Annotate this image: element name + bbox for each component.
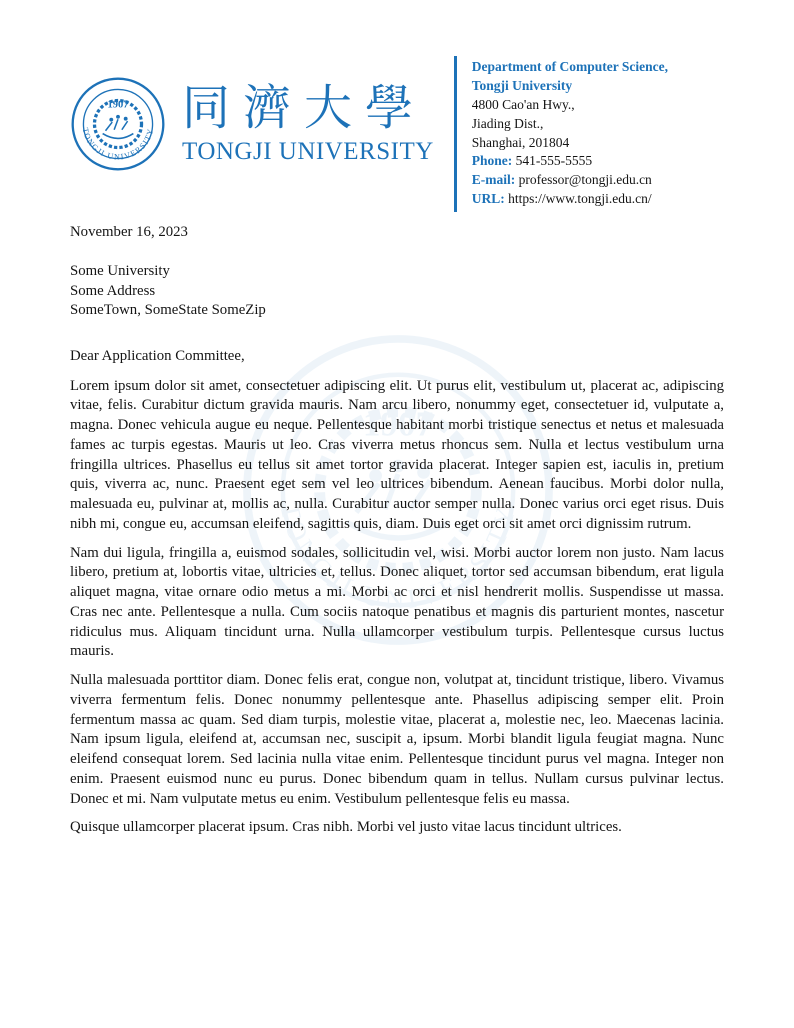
salutation: Dear Application Committee,: [70, 347, 245, 364]
contact-department: Department of Computer Science,: [471, 59, 668, 74]
letter-date: November 16, 2023: [70, 224, 188, 240]
body-paragraph: Lorem ipsum dolor sit amet, consectetuer adipiscing elit. Ut purus elit, vestibulum ut, placerat ac, adipiscing vitae, felis. Curabitur dictum gravida mauris. Nam arcu libero, nonummy eget, consectetuer id, vulputate a, magna. Donec vehicula augue eu neque. Pellentesque habitant morbi tristique senectus et netus et malesuada fames ac turpis egestas. Mauris ut leo. Cras viverra metus rhoncus sem. Nulla et lectus vestibulum urna fringilla ultrices. Phasellus eu tellus sit amet tortor gravida placerat. Integer sapien est, iaculis in, pretium quis, viverra ac, nunc. Praesent eget sem vel leo ultrices bibendum. Aenean faucibus. Morbi dolor nulla, malesuada eu, pulvinar at, mollis ac, nulla. Curabitur auctor semper nulla. Donec varius orci eget risus. Duis nibh mi, congue eu, accumsan eleifend, sagittis quis, diam. Duis eget orci sit amet orci dignissim rutrum.: [70, 377, 724, 532]
recipient-line: Some University: [70, 263, 170, 279]
body-paragraph: Quisque ullamcorper placerat ipsum. Cras nibh. Morbi vel justo vitae lacus tincidunt ultrices.: [70, 819, 622, 836]
phone-label: Phone:: [471, 153, 513, 169]
url-label: URL:: [471, 191, 505, 207]
university-name-block: [182, 79, 434, 167]
university-chinese-name: 同濟大學: [182, 79, 427, 136]
url-value: https://www.tongji.edu.cn/: [508, 191, 652, 207]
header-divider-line: [454, 56, 457, 212]
university-seal-logo: [70, 76, 166, 172]
recipient-line: Some Address: [70, 282, 156, 299]
recipient-line: SomeTown, SomeState SomeZip: [70, 302, 266, 319]
body-paragraph: Nam dui ligula, fringilla a, euismod sodales, sollicitudin vel, wisi. Morbi auctor lorem non justo. Nam lacus libero, pretium at, lobortis vitae, ultricies et, tellus. Donec aliquet, tortor sed accumsan bibendum, erat ligula aliquet magna, vitae ornare odio metus a mi. Morbi ac orci et nisl hendrerit mollis. Suspendisse ut massa. Cras nec ante. Pellentesque a nulla. Cum sociis natoque penatibus et magnis dis parturient montes, nascetur ridiculus mus. Aliquam tincidunt urna. Nulla ullamcorper vestibulum turpis. Pellentesque cursus luctus mauris.: [70, 544, 724, 660]
contact-address-line: Shanghai, 201804: [471, 134, 570, 150]
contact-institution: Tongji University: [471, 77, 573, 93]
phone-value: 541-555-5555: [515, 153, 593, 169]
contact-block: [472, 56, 668, 209]
contact-url-row: [472, 190, 668, 209]
university-brand: [70, 56, 434, 172]
contact-address-line: Jiading Dist.,: [471, 115, 544, 131]
body-paragraph: Nulla malesuada porttitor diam. Donec felis erat, congue non, volutpat at, tincidunt tristique, libero. Vivamus viverra fermentum felis. Donec nonummy pellentesque ante. Phasellus adipiscing semper elit. Proin fermentum massa ac quam. Sed diam turpis, molestie vitae, placerat a, molestie nec, leo. Maecenas lacinia. Nam ipsum ligula, eleifend at, accumsan nec, suscipit a, ipsum. Morbi blandit ligula feugiat magna. Nunc eleifend consequat lorem. Sed lacinia nulla vitae enim. Pellentesque tincidunt purus vel magna. Integer non enim. Praesent euismod nunc eu purus. Donec bibendum quam in tellus. Nullam cursus pulvinar lectus. Donec et mi. Nam vulputate metus eu enim. Vestibulum pellentesque felis eu massa.: [70, 672, 724, 807]
letterhead: [70, 56, 730, 212]
contact-address-line: 4800 Cao'an Hwy.,: [471, 96, 575, 112]
contact-email-row: [472, 171, 668, 190]
letter-body: [70, 224, 724, 847]
email-label: E-mail:: [471, 172, 516, 188]
university-english-name: TONGJI UNIVERSITY: [182, 138, 434, 166]
contact-phone-row: [472, 152, 668, 171]
recipient-address: [70, 262, 724, 321]
email-value: professor@tongji.edu.cn: [518, 172, 652, 188]
